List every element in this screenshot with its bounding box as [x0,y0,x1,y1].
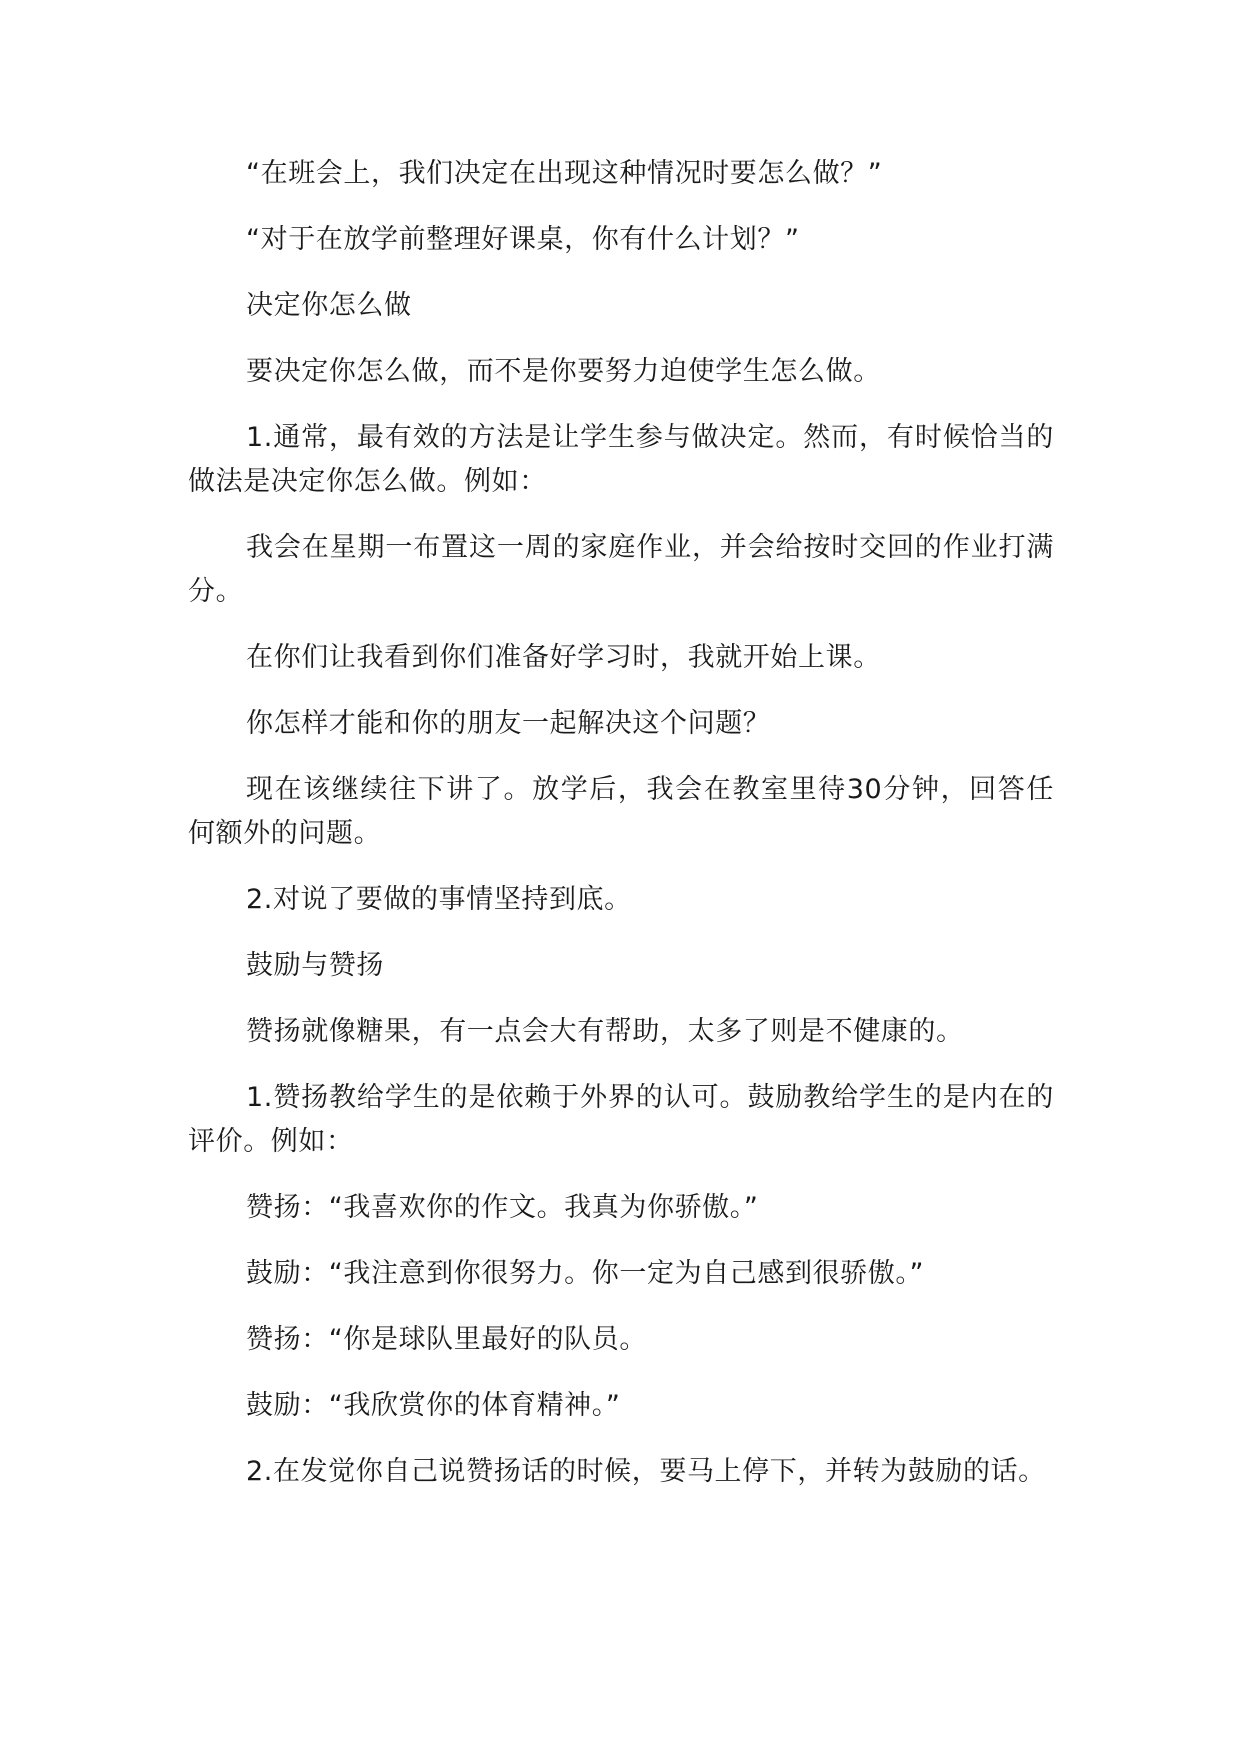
paragraph: 你怎样才能和你的朋友一起解决这个问题？ [246,708,771,739]
paragraph: 赞扬就像糖果，有一点会大有帮助，太多了则是不健康的。 [246,1016,964,1047]
paragraph: 鼓励：“我欣赏你的体育精神。” [246,1390,621,1421]
paragraph: “在班会上，我们决定在出现这种情况时要怎么做？” [246,158,883,189]
paragraph: 1.赞扬教给学生的是依赖于外界的认可。鼓励教给学生的是内在的评价。例如： [188,1082,1054,1157]
paragraph: 2.对说了要做的事情坚持到底。 [246,884,632,915]
paragraph: 赞扬：“你是球队里最好的队员。 [246,1324,647,1355]
paragraph: “对于在放学前整理好课桌，你有什么计划？” [246,224,800,255]
paragraph: 赞扬：“我喜欢你的作文。我真为你骄傲。” [246,1192,759,1223]
paragraph: 要决定你怎么做，而不是你要努力迫使学生怎么做。 [246,356,881,387]
section-heading: 鼓励与赞扬 [246,950,384,981]
section-heading: 决定你怎么做 [246,290,412,321]
paragraph: 2.在发觉你自己说赞扬话的时候，要马上停下，并转为鼓励的话。 [246,1456,1046,1487]
document-body [188,152,1054,1516]
paragraph: 现在该继续往下讲了。放学后，我会在教室里待30分钟，回答任何额外的问题。 [188,774,1054,849]
paragraph: 我会在星期一布置这一周的家庭作业，并会给按时交回的作业打满分。 [188,532,1054,607]
paragraph: 在你们让我看到你们准备好学习时，我就开始上课。 [246,642,881,673]
paragraph: 1.通常，最有效的方法是让学生参与做决定。然而，有时候恰当的做法是决定你怎么做。例如： [188,422,1054,497]
paragraph: 鼓励：“我注意到你很努力。你一定为自己感到很骄傲。” [246,1258,925,1289]
